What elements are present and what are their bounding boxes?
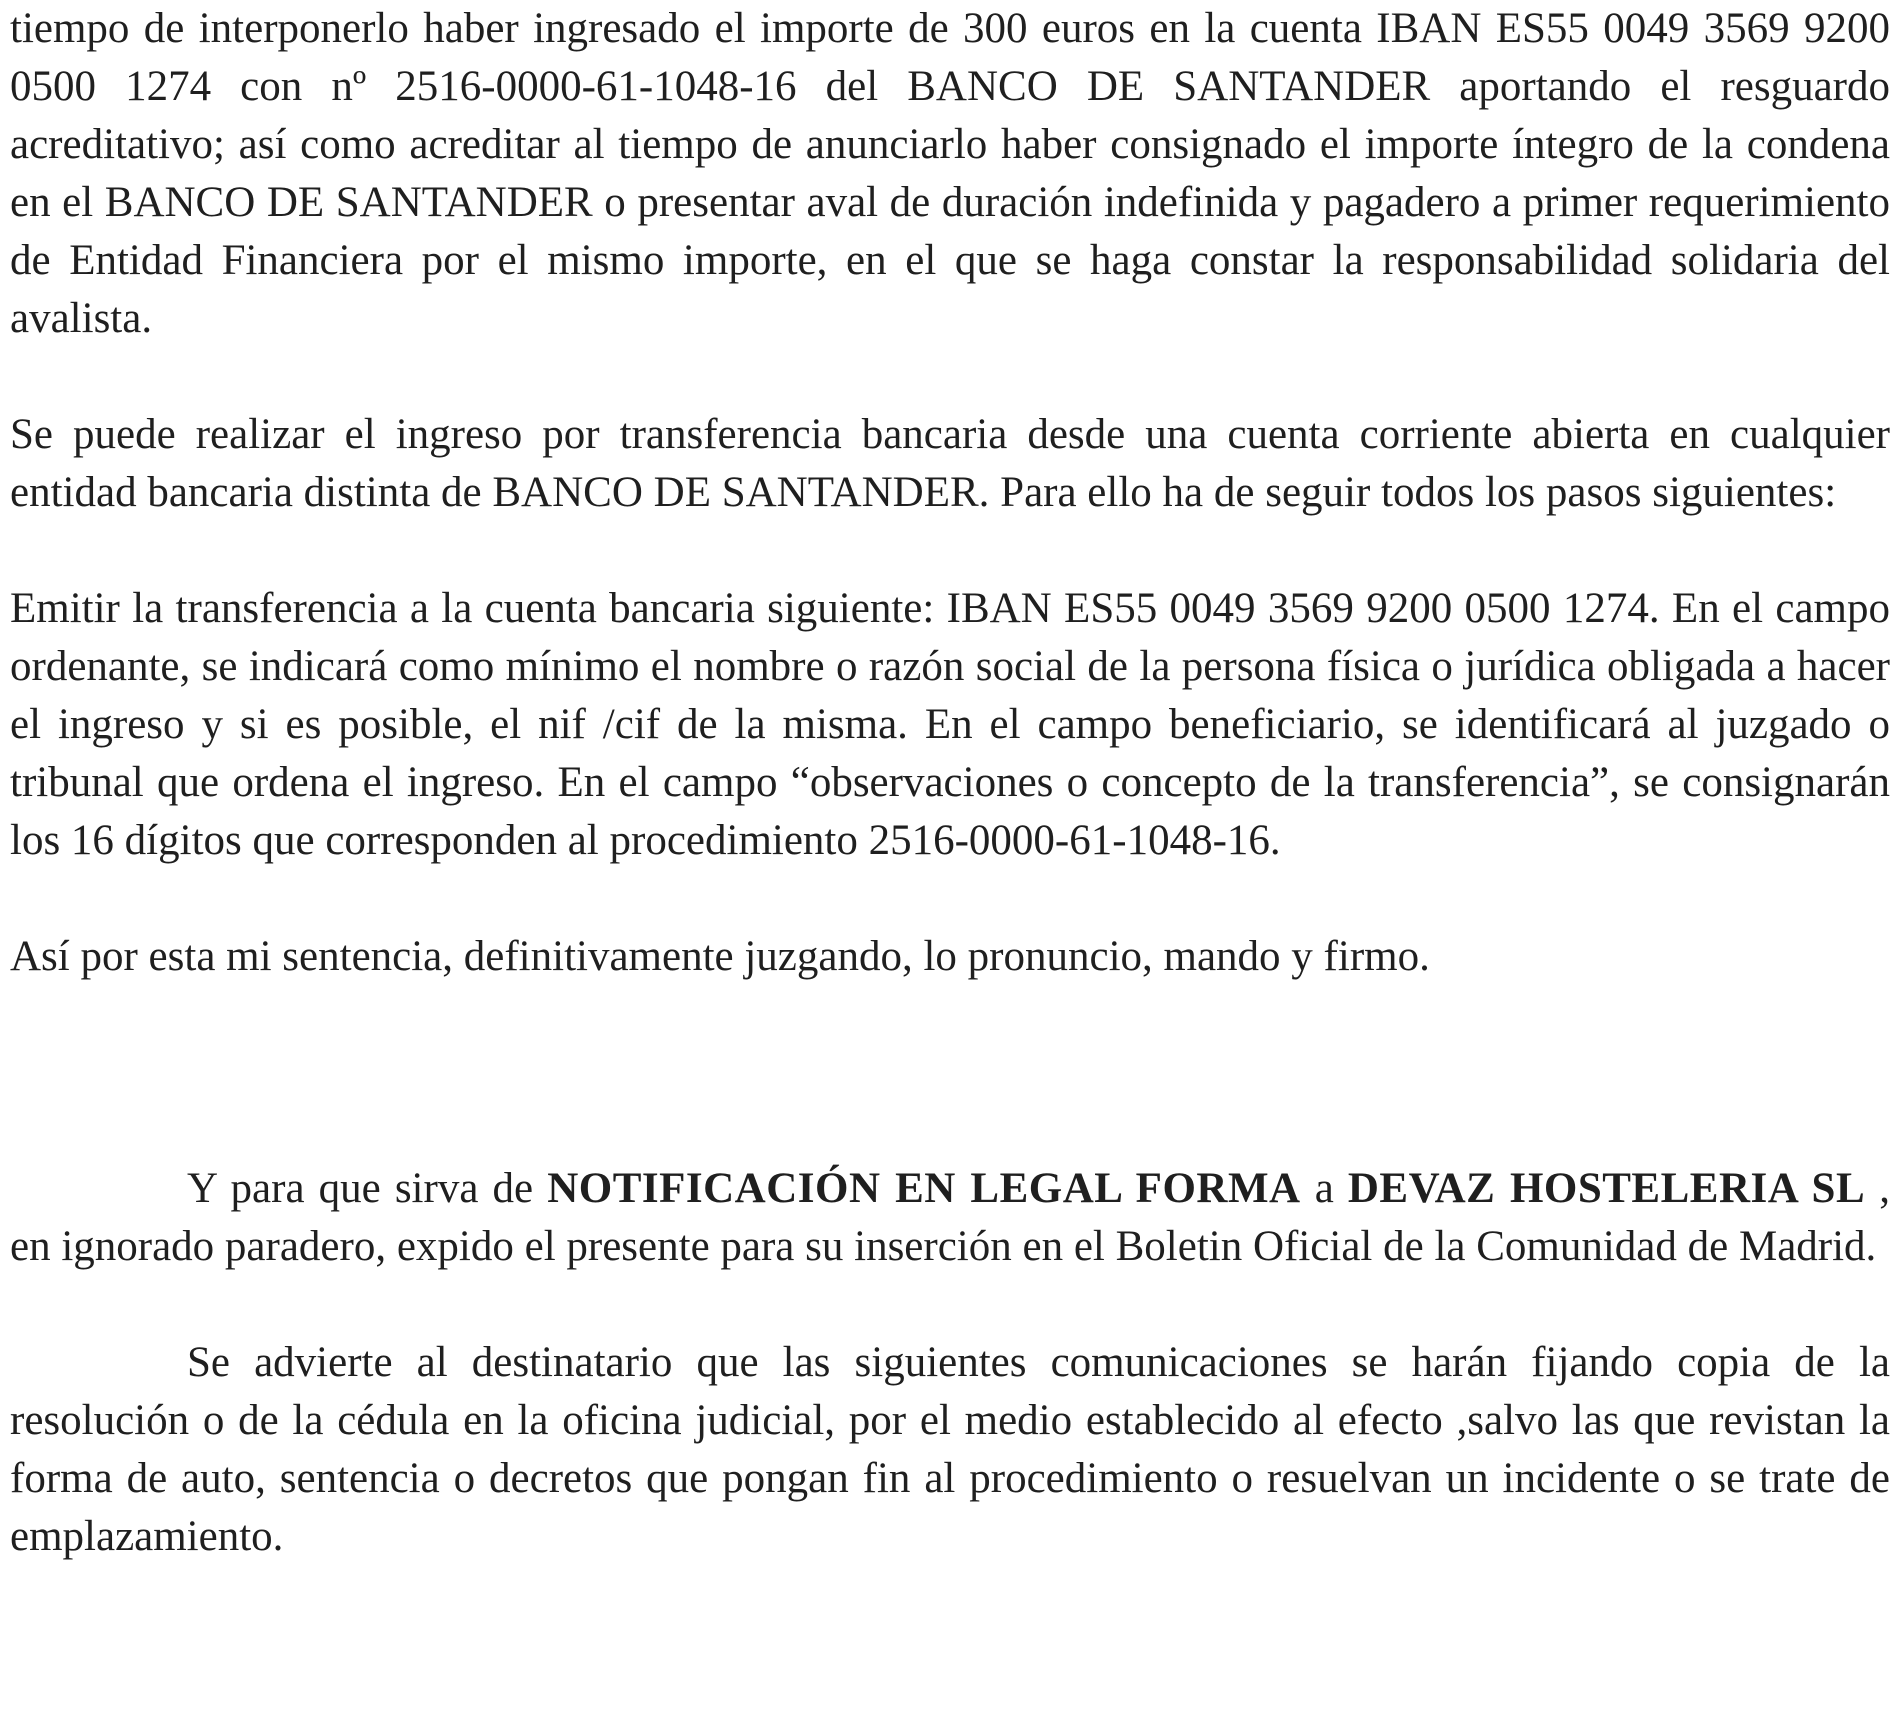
document-page bbox=[10, 0, 1890, 1566]
notification-text-start: Y para que sirva de bbox=[187, 1165, 548, 1212]
paragraph-spacer bbox=[10, 1276, 1890, 1334]
paragraph-spacer bbox=[10, 522, 1890, 580]
notification-text-end: , en ignorado paradero, expido el presente para su inserción en el Boletin Oficial de la Comunidad de Madrid. bbox=[10, 1165, 1890, 1270]
notification-recipient-name: DEVAZ HOSTELERIA SL bbox=[1347, 1165, 1866, 1212]
paragraph-spacer bbox=[10, 348, 1890, 406]
section-spacer bbox=[10, 986, 1890, 1160]
paragraph-notification bbox=[10, 1160, 1890, 1276]
paragraph-warning: Se advierte al destinatario que las siguientes comunicaciones se harán fijando copia de la resolución o de la cédula en la oficina judicial, por el medio establecido al efecto ,salvo las que revistan la forma de auto, sentencia o decretos que pongan fin al procedimiento o resuelvan un incidente o se trate de emplazamiento. bbox=[10, 1339, 1890, 1560]
paragraph-transfer-instructions: Emitir la transferencia a la cuenta bancaria siguiente: IBAN ES55 0049 3569 9200 0500 1274. En el campo ordenante, se indicará como mínimo el nombre o razón social de la persona física o jurídica obligada a hacer el ingreso y si es posible, el nif /cif de la misma. En el campo beneficiario, se identificará al juzgado o tribunal que ordena el ingreso. En el campo “observaciones o concepto de la transferencia”, se consignarán los 16 dígitos que corresponden al procedimiento 2516-0000-61-1048-16. bbox=[10, 585, 1890, 864]
paragraph-bank-transfer-intro: Se puede realizar el ingreso por transferencia bancaria desde una cuenta corriente abierta en cualquier entidad bancaria distinta de BANCO DE SANTANDER. Para ello ha de seguir todos los pasos siguientes: bbox=[10, 411, 1890, 516]
notification-text-mid: a bbox=[1300, 1165, 1348, 1212]
paragraph-deposit-requirements: tiempo de interponerlo haber ingresado el importe de 300 euros en la cuenta IBAN ES55 0049 3569 9200 0500 1274 con nº 2516-0000-61-1048-16 del BANCO DE SANTANDER aportando el resguardo acreditativo; así como acreditar al tiempo de anunciarlo haber consignado el importe íntegro de la condena en el BANCO DE SANTANDER o presentar aval de duración indefinida y pagadero a primer requerimiento de Entidad Financiera por el mismo importe, en el que se haga constar la responsabilidad solidaria del avalista. bbox=[10, 5, 1890, 342]
paragraph-spacer bbox=[10, 870, 1890, 928]
notification-legal-form-heading: NOTIFICACIÓN EN LEGAL FORMA bbox=[547, 1165, 1301, 1212]
paragraph-sentence-closing: Así por esta mi sentencia, definitivamente juzgando, lo pronuncio, mando y firmo. bbox=[10, 933, 1430, 980]
